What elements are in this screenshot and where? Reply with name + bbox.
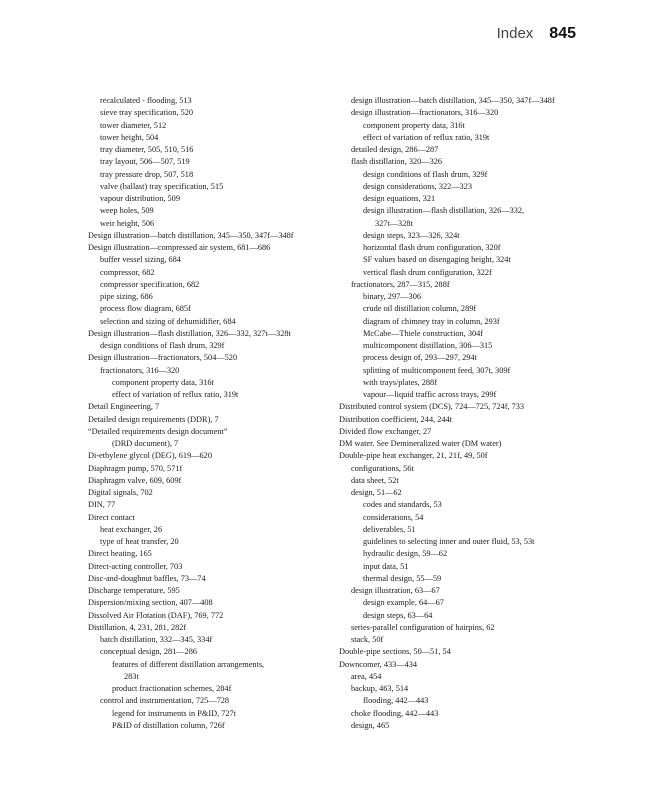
index-subentry: McCabe—Thiele construction, 304f bbox=[363, 328, 484, 338]
index-subentry: weir height, 506 bbox=[100, 218, 155, 228]
running-header bbox=[497, 25, 576, 43]
index-subentry: design example, 64—67 bbox=[363, 598, 444, 608]
index-subentry: product fractionation schemes, 284f bbox=[112, 684, 232, 693]
index-entry: Disc-and-doughnut baffles, 73—74 bbox=[88, 573, 206, 583]
index-entry: Dispersion/mixing section, 407—408 bbox=[88, 598, 213, 608]
index-subentry: conceptual design, 281—286 bbox=[100, 647, 198, 657]
index-entry: “Detailed requirements design document” bbox=[88, 426, 228, 436]
index-subentry: guidelines to selecting inner and outer fluid, 53, 53t bbox=[363, 537, 535, 546]
index-subentry: tower height, 504 bbox=[100, 132, 159, 142]
index-subentry: features of different distillation arrangements, bbox=[112, 659, 265, 669]
index-subentry: design conditions of flash drum, 329f bbox=[100, 341, 225, 350]
index-entry: Downcomer, 433—434 bbox=[339, 659, 418, 669]
index-subentry: choke flooding, 442—443 bbox=[351, 708, 439, 718]
index-entry: Distillation, 4, 231, 281, 282f bbox=[88, 622, 187, 632]
index-subentry: 327t—328t bbox=[375, 218, 413, 228]
index-subentry: process design of, 293—297, 294t bbox=[363, 353, 477, 363]
index-subentry: component property data, 316t bbox=[363, 120, 465, 130]
section-title: Index bbox=[496, 25, 534, 42]
index-entry: Digital signals, 702 bbox=[88, 488, 153, 497]
index-subentry: design equations, 321 bbox=[363, 194, 436, 203]
index-subentry: configurations, 56t bbox=[351, 463, 414, 473]
index-subentry: flash distillation, 320—326 bbox=[351, 157, 443, 167]
index-entry: Direct-acting controller, 703 bbox=[88, 561, 183, 571]
index-subentry: design conditions of flash drum, 329f bbox=[363, 169, 488, 179]
index-subentry: sieve tray specification, 520 bbox=[100, 108, 194, 118]
index-subentry: codes and standards, 53 bbox=[363, 500, 442, 510]
index-subentry: deliverables, 51 bbox=[363, 524, 416, 534]
index-subentry: (DRD document), 7 bbox=[112, 439, 179, 448]
index-column-right bbox=[339, 95, 589, 732]
index-subentry: design illustration—fractionators, 316—320 bbox=[351, 108, 499, 118]
index-subentry: tray pressure drop, 507, 518 bbox=[100, 169, 194, 179]
index-subentry: crude oil distillation column, 289f bbox=[363, 304, 477, 314]
index-subentry: diagram of chimney tray in column, 293f bbox=[363, 316, 500, 326]
index-subentry: design illustration—batch distillation, 345—350, 347f—348f bbox=[351, 96, 555, 105]
index-subentry: 283t bbox=[124, 671, 139, 681]
index-entry: DM water. See Demineralized water (DM water) bbox=[339, 439, 502, 448]
index-subentry: P&ID of distillation column, 726f bbox=[112, 720, 225, 730]
index-subentry: tray diameter, 505, 510, 516 bbox=[100, 145, 194, 154]
index-subentry: batch distillation, 332—345, 334f bbox=[100, 635, 213, 644]
index-entry: Divided flow exchanger, 27 bbox=[339, 426, 432, 436]
index-subentry: pipe sizing, 686 bbox=[100, 292, 153, 301]
index-subentry: effect of variation of reflux ratio, 319t bbox=[112, 390, 239, 399]
index-subentry: fractionators, 316—320 bbox=[100, 365, 180, 375]
index-entry: Diaphragm pump, 570, 571f bbox=[88, 463, 183, 473]
index-subentry: heat exchanger, 26 bbox=[100, 524, 163, 534]
index-subentry: design, 465 bbox=[351, 720, 390, 730]
index-subentry: considerations, 54 bbox=[363, 512, 424, 522]
index-subentry: design illustration—flash distillation, 326—332, bbox=[363, 206, 525, 216]
index-entry: Detail Engineering, 7 bbox=[88, 402, 160, 412]
index-entry: Diaphragm valve, 609, 609f bbox=[88, 475, 182, 485]
index-entry: Double-pipe heat exchanger, 21, 21f, 49, 50f bbox=[339, 451, 488, 461]
index-subentry: SF values based on disengaging height, 324t bbox=[363, 255, 511, 265]
index-subentry: type of heat transfer, 20 bbox=[100, 537, 179, 546]
index-subentry: area, 454 bbox=[351, 671, 382, 681]
index-entry: Dissolved Air Flotation (DAF), 769, 772 bbox=[88, 610, 224, 620]
index-subentry: data sheet, 52t bbox=[351, 475, 399, 485]
index-subentry: effect of variation of reflux ratio, 319t bbox=[363, 132, 490, 142]
index-entry: Di-ethylene glycol (DEG), 619—620 bbox=[88, 451, 212, 461]
index-entry: Design illustration—compressed air system, 681—686 bbox=[88, 243, 271, 252]
index-subentry: weep holes, 509 bbox=[100, 206, 154, 216]
index-entry: Design illustration—fractionators, 504—520 bbox=[88, 353, 238, 363]
index-subentry: with trays/plates, 288f bbox=[363, 377, 437, 387]
index-subentry: input data, 51 bbox=[363, 561, 409, 571]
index-subentry: design considerations, 322—323 bbox=[363, 181, 472, 191]
index-subentry: process flow diagram, 685f bbox=[100, 304, 191, 314]
index-subentry: multicomponent distillation, 306—315 bbox=[363, 341, 493, 350]
index-subentry: selection and sizing of dehumidifier, 684 bbox=[100, 316, 236, 326]
index-subentry: vertical flash drum configuration, 322f bbox=[363, 267, 492, 277]
index-subentry: compressor, 682 bbox=[100, 267, 155, 277]
index-subentry: tray layout, 506—507, 519 bbox=[100, 157, 190, 167]
index-subentry: compressor specification, 682 bbox=[100, 279, 200, 289]
index-entry: Detailed design requirements (DDR), 7 bbox=[88, 414, 219, 424]
index-entry: Design illustration—flash distillation, 326—332, 327t—328t bbox=[88, 328, 291, 338]
index-subentry: fractionators, 287—315, 288f bbox=[351, 279, 450, 289]
index-subentry: valve (ballast) tray specification, 515 bbox=[100, 181, 224, 191]
index-subentry: splitting of multicomponent feed, 307t, 309f bbox=[363, 365, 511, 375]
index-subentry: control and instrumentation, 725—728 bbox=[100, 696, 230, 706]
index-entry: Distributed control system (DCS), 724—725, 724f, 733 bbox=[339, 402, 525, 412]
index-subentry: stack, 50f bbox=[351, 635, 384, 644]
index-entry: DIN, 77 bbox=[88, 500, 116, 510]
index-entry: Distribution coefficient, 244, 244t bbox=[339, 414, 452, 424]
index-subentry: buffer vessel sizing, 684 bbox=[100, 255, 181, 265]
index-subentry: binary, 297—306 bbox=[363, 292, 421, 301]
index-entry: Double-pipe sections, 50—51, 54 bbox=[339, 647, 451, 657]
index-entry: Design illustration—batch distillation, 345—350, 347f—348f bbox=[88, 230, 294, 240]
index-subentry: series-parallel configuration of hairpins, 62 bbox=[351, 622, 495, 632]
index-subentry: hydraulic design, 59—62 bbox=[363, 549, 448, 559]
index-subentry: legend for instruments in P&ID, 727t bbox=[112, 708, 236, 718]
index-entry: Direct contact bbox=[88, 512, 135, 522]
index-subentry: component property data, 316t bbox=[112, 377, 214, 387]
index-subentry: design illustration, 63—67 bbox=[351, 586, 440, 595]
page-number: 845 bbox=[549, 25, 576, 42]
index-subentry: flooding, 442—443 bbox=[363, 696, 429, 706]
index-subentry: design, 51—62 bbox=[351, 488, 402, 497]
index-subentry: thermal design, 55—59 bbox=[363, 573, 442, 583]
index-entry: Direct heating, 165 bbox=[88, 549, 152, 559]
index-subentry: vapour distribution, 509 bbox=[100, 194, 180, 203]
index-subentry: design steps, 323—326, 324t bbox=[363, 230, 460, 240]
index-subentry: tower diameter, 512 bbox=[100, 120, 167, 130]
index-subentry: vapour—liquid traffic across trays, 299f bbox=[363, 390, 497, 399]
index-subentry: backup, 463, 514 bbox=[351, 684, 409, 693]
index-subentry: horizontal flash drum configuration, 320f bbox=[363, 243, 501, 252]
index-subentry: design steps, 63—64 bbox=[363, 610, 433, 620]
index-subentry: recalculated - flooding, 513 bbox=[100, 96, 192, 105]
index-subentry: detailed design, 286—287 bbox=[351, 145, 439, 154]
index-column-left bbox=[88, 95, 338, 732]
index-entry: Discharge temperature, 595 bbox=[88, 586, 180, 595]
